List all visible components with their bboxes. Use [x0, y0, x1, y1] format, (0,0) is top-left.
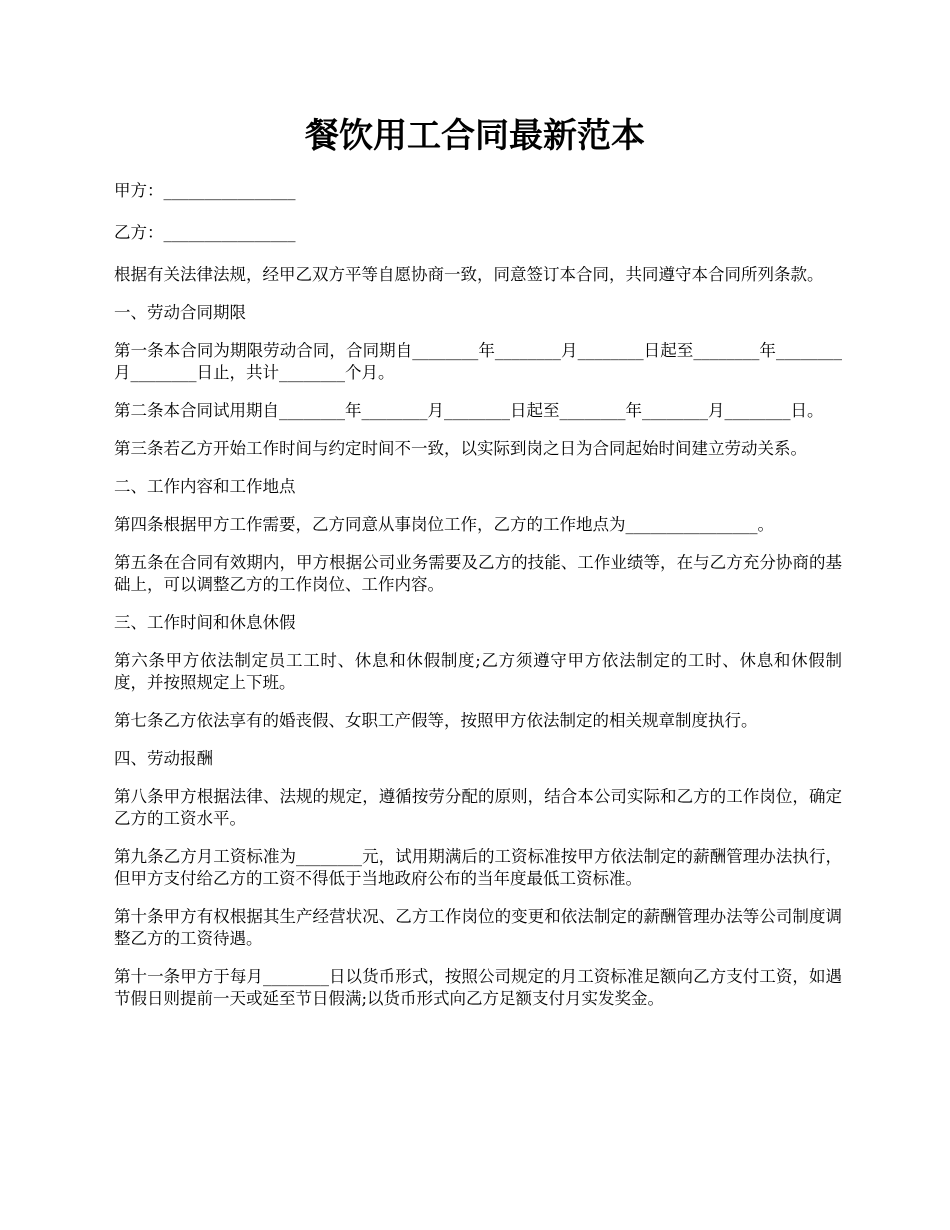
document-title: 餐饮用工合同最新范本: [305, 116, 645, 156]
section-heading: 四、劳动报酬: [114, 749, 213, 768]
section-heading: 一、劳动合同期限: [114, 303, 246, 322]
section-heading: 二、工作内容和工作地点: [114, 477, 296, 496]
article-4: 第四条根据甲方工作需要，乙方同意从事岗位工作，乙方的工作地点为________________。: [114, 515, 774, 534]
article-3: 第三条若乙方开始工作时间与约定时间不一致，以实际到岗之日为合同起始时间建立劳动关系。: [114, 439, 807, 458]
section-heading: 三、工作时间和休息休假: [114, 613, 296, 632]
party-a-line: 甲方：________________: [114, 181, 296, 200]
article-7: 第七条乙方依法享有的婚丧假、女职工产假等，按照甲方依法制定的相关规章制度执行。: [114, 711, 758, 730]
section-remuneration: [114, 748, 842, 1010]
document-body: [114, 180, 842, 1026]
section-work-hours: [114, 612, 842, 732]
article-9: 第九条乙方月工资标准为________元，试用期满后的工资标准按甲方依法制定的薪酬管理办法执行，但甲方支付给乙方的工资不得低于当地政府公布的当年度最低工资标准。: [114, 847, 842, 888]
article-8: 第八条甲方根据法律、法规的规定，遵循按劳分配的原则，结合本公司实际和乙方的工作岗位，确定乙方的工资水平。: [114, 787, 842, 828]
article-11: 第十一条甲方于每月________日以货币形式，按照公司规定的月工资标准足额向乙方支付工资，如遇节假日则提前一天或延至节日假满;以货币形式向乙方足额支付月实发奖金。: [114, 967, 842, 1008]
section-work-content: [114, 476, 842, 596]
article-1: 第一条本合同为期限劳动合同，合同期自________年________月________日起至________年________月________日止，共计________个月。: [114, 341, 842, 382]
party-b-line: 乙方：________________: [114, 223, 296, 242]
intro-paragraph: 根据有关法律法规，经甲乙双方平等自愿协商一致，同意签订本合同，共同遵守本合同所列条款。: [114, 265, 824, 284]
section-term: [114, 302, 842, 460]
article-6: 第六条甲方依法制定员工工时、休息和休假制度;乙方须遵守甲方依法制定的工时、休息和休假制度，并按照规定上下班。: [114, 651, 842, 692]
article-5: 第五条在合同有效期内，甲方根据公司业务需要及乙方的技能、工作业绩等，在与乙方充分协商的基础上，可以调整乙方的工作岗位、工作内容。: [114, 553, 842, 594]
article-2: 第二条本合同试用期自________年________月________日起至________年________月________日。: [114, 401, 824, 420]
article-10: 第十条甲方有权根据其生产经营状况、乙方工作岗位的变更和依法制定的薪酬管理办法等公司制度调整乙方的工资待遇。: [114, 907, 842, 948]
